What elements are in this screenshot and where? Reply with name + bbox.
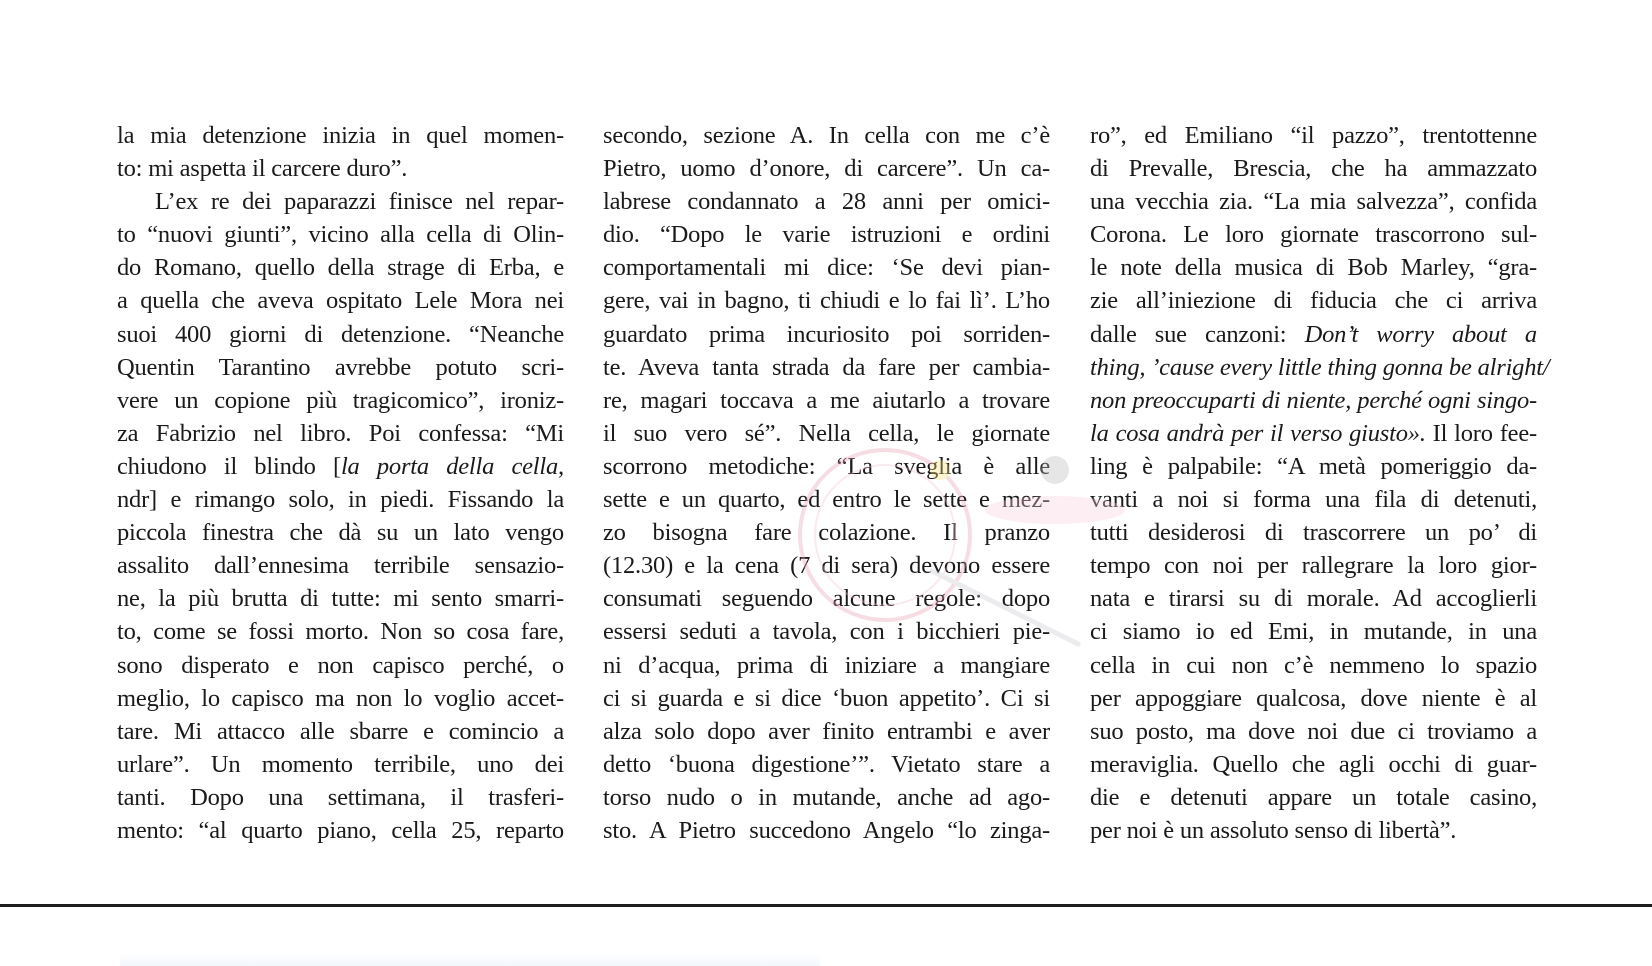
text-line: (12.30) e la cena (7 di sera) devono essere [603,552,1050,580]
text-line [1090,318,1537,351]
article-column-1 [117,119,564,847]
text-line: te. Aveva tanta strada da fare per cambia- [603,353,1050,381]
text-line: mento: “al quarto piano, cella 25, reparto [117,816,564,844]
text-line: tutti desiderosi di trascorrere un po’ di [1090,519,1537,547]
text-line: cella in cui non c’è nemmeno lo spazio [1090,651,1537,679]
text-line: to, come se fossi morto. Non so cosa fare, [117,618,564,646]
text-line [1090,417,1537,450]
text-line: ci siamo io ed Emi, in mutande, in una [1090,618,1537,646]
text-line: il suo vero sé”. Nella cella, le giornate [603,419,1050,447]
text-run: dalle sue canzoni: [1090,320,1305,348]
text-line: scorrono metodiche: “La sveglia è alle [603,452,1050,480]
song-lyric-italic: la cosa andrà per il verso giusto». [1090,419,1426,447]
text-line: una vecchia zia. “La mia salvezza”, confida [1090,188,1537,216]
text-line [117,450,564,483]
text-line: do Romano, quello della strage di Erba, e [117,254,564,282]
text-line: suoi 400 giorni di detenzione. “Neanche [117,320,564,348]
text-line: nata e tirarsi su di morale. Ad accoglierli [1090,585,1537,613]
text-line: dio. “Dopo le varie istruzioni e ordini [603,221,1050,249]
text-line: guardato prima incuriosito poi sorriden- [603,320,1050,348]
text-line: la mia detenzione inizia in quel momen- [117,122,564,149]
text-line: assalito dall’ennesima terribile sensazio- [117,552,564,580]
text-line: Corona. Le loro giornate trascorrono sul- [1090,221,1537,249]
text-line: zie all’iniezione di fiducia che ci arriva [1090,287,1537,315]
text-line: Quentin Tarantino avrebbe potuto scri- [117,353,564,381]
text-line: alza solo dopo aver finito entrambi e aver [603,717,1050,745]
text-line: per appoggiare qualcosa, dove niente è al [1090,684,1537,712]
text-line: zo bisogna fare colazione. Il pranzo [603,519,1050,547]
text-line: essersi seduti a tavola, con i bicchieri pie- [603,618,1050,646]
text-line: vanti a noi si forma una fila di detenuti, [1090,486,1537,514]
text-line: consumati seguendo alcune regole: dopo [603,585,1050,613]
text-line: tare. Mi attacco alle sbarre e comincio a [117,717,564,745]
text-line: meraviglia. Quello che agli occhi di guar- [1090,750,1537,778]
text-line: meglio, lo capisco ma non lo voglio accet- [117,684,564,712]
page-divider-rule [0,904,1652,907]
text-line: sette e un quarto, ed entro le sette e mez- [603,486,1050,514]
article-column-2 [603,119,1050,847]
text-line: secondo, sezione A. In cella con me c’è [603,122,1050,149]
text-line: to “nuovi giunti”, vicino alla cella di Olin- [117,221,564,249]
text-line: detto ‘buona digestione’”. Vietato stare a [603,750,1050,778]
article-column-3 [1090,119,1550,847]
text-line: za Fabrizio nel libro. Poi confessa: “Mi [117,419,564,447]
text-line: ne, la più brutta di tutte: mi sento smarri- [117,585,564,613]
text-line: ni d’acqua, prima di iniziare a mangiare [603,651,1050,679]
text-line: le note della musica di Bob Marley, “gra- [1090,254,1537,282]
text-line: ci si guarda e si dice ‘buon appetito’. Ci si [603,684,1050,712]
bottom-image-edge [120,954,820,966]
song-lyric-line: thing, ’cause every little thing gonna be alright/ [1090,353,1550,381]
text-line: to: mi aspetta il carcere duro”. [117,155,408,183]
text-line: di Prevalle, Brescia, che ha ammazzato [1090,155,1537,183]
text-line: labrese condannato a 28 anni per omici- [603,188,1050,216]
text-line: ro”, ed Emiliano “il pazzo”, trentottenne [1090,122,1537,149]
text-line: piccola finestra che dà su un lato vengo [117,519,564,547]
text-line: ling è palpabile: “A metà pomeriggio da- [1090,452,1537,480]
text-line: ndr] e rimango solo, in piedi. Fissando la [117,486,564,514]
text-line: per noi è un assoluto senso di libertà”. [1090,816,1457,844]
text-line: a quella che aveva ospitato Lele Mora nei [117,287,564,315]
text-run: Il loro fee- [1425,419,1537,447]
text-line: sto. A Pietro succedono Angelo “lo zinga- [603,816,1050,844]
text-run: chiudono il blindo [ [117,452,341,480]
editor-note-italic: la porta della cella, [340,452,564,480]
text-line: tanti. Dopo una settimana, il trasferi- [117,783,564,811]
text-line: L’ex re dei paparazzi finisce nel repar- [155,188,564,216]
text-line: gere, vai in bagno, ti chiudi e lo fai lì’. L’ho [603,287,1050,315]
text-line: tempo con noi per rallegrare la loro gior- [1090,552,1537,580]
text-line: Pietro, uomo d’onore, di carcere”. Un ca- [603,155,1050,183]
song-lyric-italic: Don’t worry about a [1304,320,1537,348]
text-line: torso nudo o in mutande, anche ad ago- [603,783,1050,811]
song-lyric-line: non preoccuparti di niente, perché ogni singo- [1090,386,1537,414]
text-line: vere un copione più tragicomico”, ironiz- [117,386,564,414]
text-line: comportamentali mi dice: ‘Se devi pian- [603,254,1050,282]
text-line: re, magari toccava a me aiutarlo a trovare [603,386,1050,414]
text-line: suo posto, ma dove noi due ci troviamo a [1090,717,1537,745]
text-line: sono disperato e non capisco perché, o [117,651,564,679]
text-line: die e detenuti appare un totale casino, [1090,783,1537,811]
text-line: urlare”. Un momento terribile, uno dei [117,750,564,778]
